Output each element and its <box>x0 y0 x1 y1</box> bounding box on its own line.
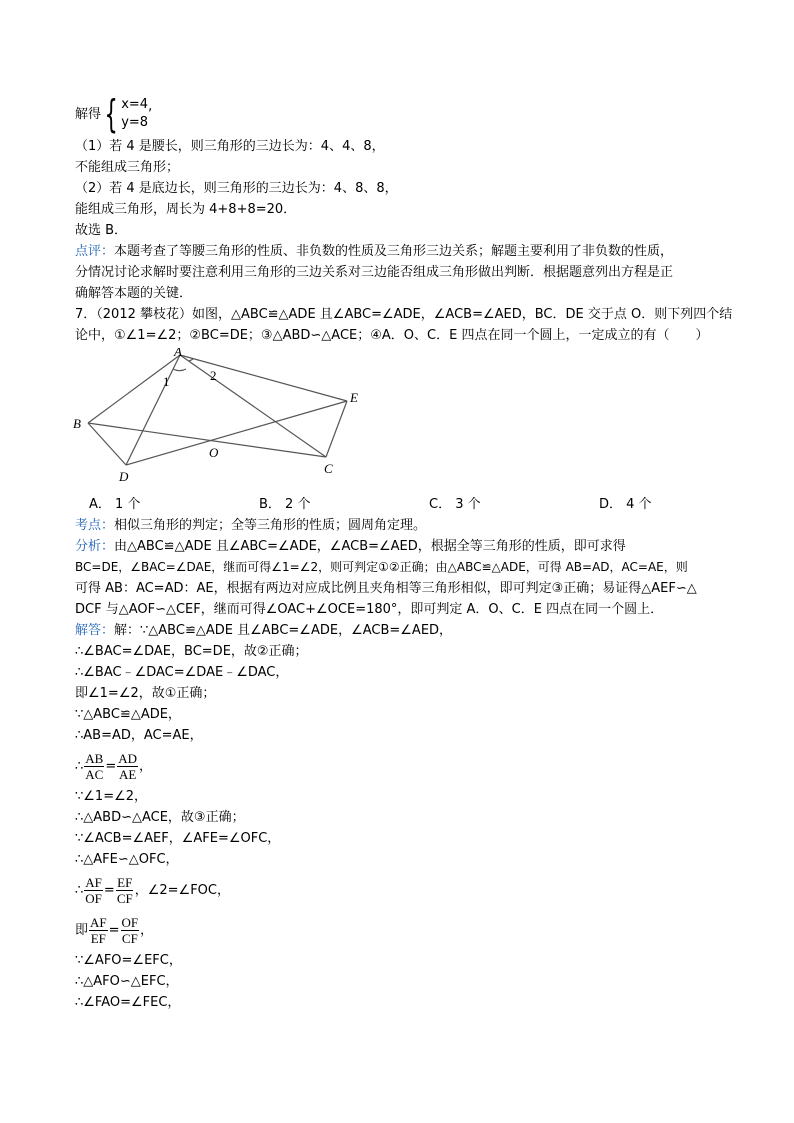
frac2-prefix: ∴ <box>75 882 84 898</box>
fraction-af-of <box>84 875 103 906</box>
answer-line-3: ∴∠BAC﹣∠DAC=∠DAE﹣∠DAC， <box>75 665 289 680</box>
answer-line-5: ∵△ABC≌△ADE， <box>75 707 181 722</box>
fraction-ad-ae <box>117 751 138 782</box>
question7-stem-1: 7．（2012 攀枝花）如图，△ABC≌△ADE 且∠ABC=∠ADE，∠ACB=∠AED，BC．DE 交于点 O．则下列四个结 <box>75 307 733 322</box>
label-c: C <box>324 461 333 476</box>
choice-c: C． 3 个 <box>429 497 481 512</box>
system-eq-2: y=8 <box>121 115 149 130</box>
fraction-af-ef <box>89 915 108 946</box>
frac1-den-b: AE <box>118 766 137 782</box>
analysis-line-2: BC=DE，∠BAC=∠DAE，继而可得∠1=∠2，则可判定①②正确；由△ABC≌△ADE，可得 AB=AD，AC=AE，则 <box>75 560 688 574</box>
answer-label: 解答： <box>75 623 115 638</box>
choice-b: B． 2 个 <box>259 497 311 512</box>
fraction-ab-ac <box>84 751 104 782</box>
frac3-prefix: 即 <box>75 922 89 938</box>
frac2-num-b: EF <box>117 874 133 890</box>
frac2-eq: = <box>103 882 115 898</box>
segment-bc <box>88 423 326 457</box>
frac2-den-a: OF <box>85 890 102 906</box>
answer-line-11: ∵∠AFO=∠EFC， <box>75 953 182 968</box>
answer-line-1 <box>75 620 735 641</box>
system-lines <box>121 96 148 132</box>
label-b: B <box>73 416 81 431</box>
answer-line-8: ∴△ABD∽△ACE，故③正确； <box>75 810 245 825</box>
comment-label: 点评： <box>75 244 115 259</box>
frac1-den-a: AC <box>85 766 104 782</box>
answer-line-7: ∵∠1=∠2， <box>75 789 148 804</box>
label-angle-1: 1 <box>163 374 170 389</box>
frac2-den-b: CF <box>116 890 133 906</box>
comment-text-1: 本题考查了等腰三角形的性质、非负数的性质及三角形三边关系；解题主要利用了非负数的性质， <box>114 244 674 259</box>
frac3-eq: = <box>108 922 120 938</box>
label-a: A <box>174 348 182 359</box>
segment-ae <box>180 355 347 401</box>
frac1-eq: = <box>105 758 117 774</box>
segment-ab <box>88 355 180 423</box>
point-text: 相似三角形的判定；全等三角形的性质；圆周角定理。 <box>114 518 427 533</box>
fraction-of-cf <box>121 915 140 946</box>
triangle-diagram <box>65 348 375 490</box>
segment-ce <box>326 401 347 457</box>
analysis-line-3: 可得 AB：AC=AD：AE，根据有两边对应成比例且夹角相等三角形相似，即可判定③正确；易证得△AEF∽△ <box>75 581 697 596</box>
answer-choices <box>75 494 735 515</box>
analysis-line-4: DCF 与△AOF∽△CEF，继而可得∠OAC+∠OCE=180°，即可判定 A．O、C．E 四点在同一个圆上． <box>75 602 664 617</box>
angle-2-arc <box>189 359 193 361</box>
segment-ac <box>180 355 326 457</box>
comment-line-1 <box>75 241 735 262</box>
knowledge-point-line <box>75 515 735 536</box>
label-o: O <box>209 445 219 460</box>
frac1-prefix: ∴ <box>75 758 84 774</box>
fraction-line-1 <box>75 746 735 786</box>
frac1-num-a: AB <box>85 750 104 766</box>
choice-d: D． 4 个 <box>599 497 652 512</box>
segment-ad <box>126 355 180 465</box>
answer-line-6: ∴AB=AD，AC=AE， <box>75 728 203 743</box>
frac2-num-a: AF <box>85 874 102 890</box>
solve-prefix: 解得 <box>75 106 102 122</box>
left-brace: { <box>104 92 118 136</box>
case1-line-b: 不能组成三角形； <box>75 160 180 175</box>
segment-bd <box>88 423 126 465</box>
answer-line-9: ∵∠ACB=∠AEF，∠AFE=∠OFC， <box>75 831 281 846</box>
frac2-suffix: ，∠2=∠FOC， <box>134 882 230 898</box>
question7-stem-2: 论中，①∠1=∠2；②BC=DE；③△ABD∽△ACE；④A．O、C．E 四点在同一个圆上，一定成立的有（ ） <box>75 328 709 343</box>
answer-line-13: ∴∠FAO=∠FEC， <box>75 995 181 1010</box>
case2-line-b: 能组成三角形，周长为 4+8+8=20． <box>75 202 297 217</box>
frac3-den-a: EF <box>90 930 106 946</box>
comment-line-3: 确解答本题的关键． <box>75 286 193 301</box>
angle-1-arc <box>173 369 186 371</box>
system-suffix: , <box>148 98 153 114</box>
case2-line-a: （2）若 4 是底边长，则三角形的三边长为：4、8、8， <box>75 181 398 196</box>
fraction-line-2 <box>75 870 735 910</box>
frac3-num-b: OF <box>121 914 139 930</box>
fraction-ef-cf <box>116 875 134 906</box>
solution-system <box>75 92 735 136</box>
frac3-suffix: ， <box>140 922 154 938</box>
analysis-text-1: 由△ABC≌△ADE 且∠ABC=∠ADE，∠ACB=∠AED，根据全等三角形的性质，即可求得 <box>114 539 626 554</box>
geometry-figure <box>75 348 735 490</box>
answer-text-1: 解：∵△ABC≌△ADE 且∠ABC=∠ADE，∠ACB=∠AED， <box>114 623 453 638</box>
label-e: E <box>350 390 358 405</box>
frac1-suffix: ， <box>139 758 153 774</box>
frac3-den-b: CF <box>121 930 138 946</box>
point-label: 考点： <box>75 518 115 533</box>
label-d: D <box>119 469 129 484</box>
choose-line: 故选 B． <box>75 223 128 238</box>
choice-a: A． 1 个 <box>89 497 141 512</box>
fraction-line-3 <box>75 910 735 950</box>
answer-line-4: 即∠1=∠2，故①正确； <box>75 686 216 701</box>
answer-line-10: ∴△AFE∽△OFC， <box>75 852 179 867</box>
frac1-num-b: AD <box>118 750 138 766</box>
system-eq-1: x=4 <box>121 97 149 112</box>
analysis-line-1 <box>75 536 735 557</box>
answer-line-2: ∴∠BAC=∠DAE，BC=DE，故②正确； <box>75 644 308 659</box>
document-page <box>75 92 735 1013</box>
analysis-label: 分析： <box>75 539 115 554</box>
answer-line-12: ∴△AFO∽△EFC， <box>75 974 179 989</box>
label-angle-2: 2 <box>210 368 217 383</box>
comment-line-2: 分情况讨论求解时要注意利用三角形的三边关系对三边能否组成三角形做出判断．根据题意列出方程是正 <box>75 265 674 280</box>
frac3-num-a: AF <box>90 914 107 930</box>
case1-line-a: （1）若 4 是腰长，则三角形的三边长为：4、4、8， <box>75 139 385 154</box>
